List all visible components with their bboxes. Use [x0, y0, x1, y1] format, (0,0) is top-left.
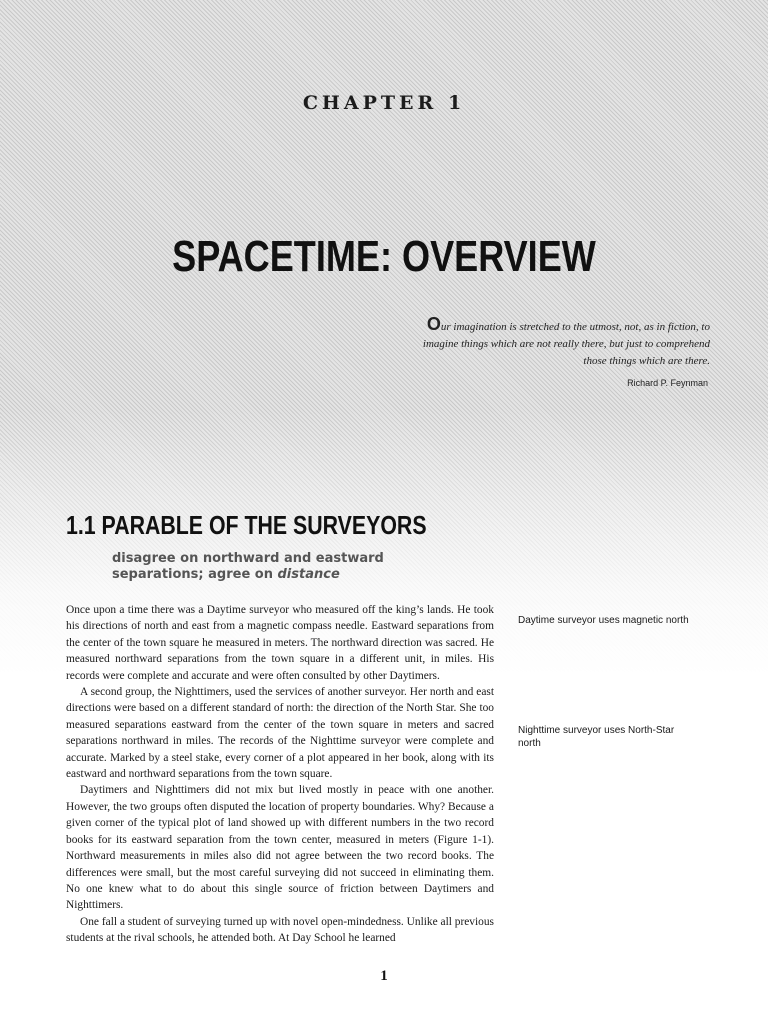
epigraph-author: Richard P. Feynman	[627, 378, 708, 388]
body-paragraph: A second group, the Nighttimers, used the services of another surveyor. Her north and east directions were based on a different standard of north: the direction of the North Star. She too measured separations eastward from the center of the town square in meters and sacred separations northward in miles. The records of the Nighttime surveyor were complete and accurate. Marked by a steel stake, every corner of a plot appeared in her book, along with its eastward and northward separations from the town square.	[66, 686, 494, 781]
epigraph-text: ur imagination is stretched to the utmost, not, as in fiction, to imagine things which are not really there, but just to comprehend those things which are there.	[422, 321, 710, 367]
epigraph-dropcap: O	[426, 314, 441, 334]
page-number: 1	[380, 968, 388, 984]
body-paragraph: One fall a student of surveying turned up with novel open-mindedness. Unlike all previous students at the rival schools, he attended both. At Day School he learned	[66, 915, 494, 945]
section-heading: 1.1 PARABLE OF THE SURVEYORS	[66, 510, 427, 540]
chapter-title: SPACETIME: OVERVIEW	[172, 232, 596, 281]
section-subheading	[112, 551, 442, 583]
section-subheading-main: disagree on northward and eastward separations; agree on	[112, 551, 384, 582]
margin-note-daytime: Daytime surveyor uses magnetic north	[518, 615, 689, 626]
body-text	[66, 602, 494, 947]
body-paragraph: Daytimers and Nighttimers did not mix but lived mostly in peace with one another. However, the two groups often disputed the location of property boundaries. Why? Because a given corner of the typical plot of land showed up with different numbers in the two record books for its eastward separation from the town center, measured in meters (Figure 1-1). Northward measurements in miles also did not agree between the two record books. The differences were small, but the most careful surveying did not succeed in eliminating them. No one knew what to do about this single source of friction between Daytimers and Nighttimers.	[66, 784, 494, 912]
epigraph-quote	[402, 316, 710, 370]
chapter-label: CHAPTER 1	[302, 92, 466, 114]
margin-note-nighttime: Nighttime surveyor uses North-Star north	[518, 725, 675, 749]
section-subheading-emphasis: distance	[277, 567, 340, 582]
body-paragraph: Once upon a time there was a Daytime surveyor who measured off the king’s lands. He took his directions of north and east from a magnetic compass needle. Eastward separations from the center of the town square he measured in meters. The northward direction was sacred. He measured northward separations from the town square in a different unit, in miles. His records were complete and accurate and were often consulted by other Daytimers.	[66, 604, 494, 682]
